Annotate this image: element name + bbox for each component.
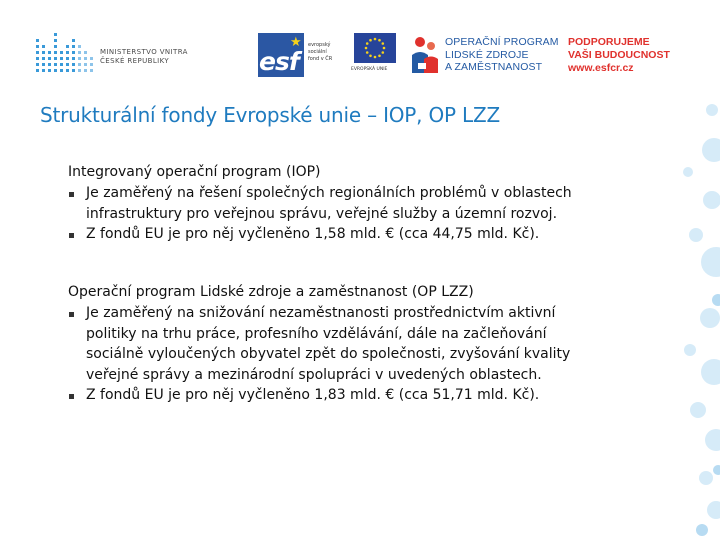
slide-title: Strukturální fondy Evropské unie – IOP, OP LZZ (40, 103, 500, 127)
star-icon: ★ (290, 35, 302, 50)
bullet-item: Z fondů EU je pro něj vyčleněno 1,58 mld. € (cca 44,75 mld. Kč). (68, 224, 668, 245)
section-heading: Operační program Lidské zdroje a zaměstnanost (OP LZZ) (68, 284, 474, 300)
ministry-logo (36, 33, 196, 77)
bullet-item: Je zaměřený na řešení společných regionálních problémů v oblastech infrastruktury pro veřejnou správu, veřejné služby a územní rozvoj. (68, 183, 668, 224)
bullet-item: Je zaměřený na snižování nezaměstnanosti prostřednictvím aktivní politiky na trhu práce, profesního vzdělávání, dále na začleňování sociálně vyloučených obyvatel zpět do společnosti, zvyšování kvality veřejné správy a mezinárodní spolupráci v uvedených oblastech. (68, 303, 668, 385)
decorative-dots (560, 0, 720, 540)
oplzz-name: OPERAČNÍ PROGRAM LIDSKÉ ZDROJE A ZAMĚSTNANOST (445, 36, 559, 73)
esf-logo (258, 33, 396, 77)
section-heading: Integrovaný operační program (IOP) (68, 164, 321, 180)
ministry-emblem-icon (36, 33, 94, 77)
esf-mark: esf ★ (258, 33, 304, 77)
ministry-name: MINISTERSTVO VNITRA ČESKÉ REPUBLIKY (100, 48, 188, 65)
section-oplzz (68, 281, 668, 406)
eu-caption: EVROPSKÁ UNIE (351, 67, 388, 72)
bullet-item: Z fondů EU je pro něj vyčleněno 1,83 mld. € (cca 51,71 mld. Kč). (68, 385, 668, 406)
people-icon (410, 33, 440, 77)
oplzz-logo (410, 33, 560, 79)
website-link[interactable]: www.esfcr.cz (568, 62, 634, 74)
section-iop (68, 161, 668, 245)
esf-caption: evropský sociální fond v ČR (308, 42, 333, 62)
slogan: PODPORUJEME VAŠI BUDOUCNOST www.esfcr.cz (568, 36, 670, 74)
eu-flag-icon (354, 33, 396, 63)
